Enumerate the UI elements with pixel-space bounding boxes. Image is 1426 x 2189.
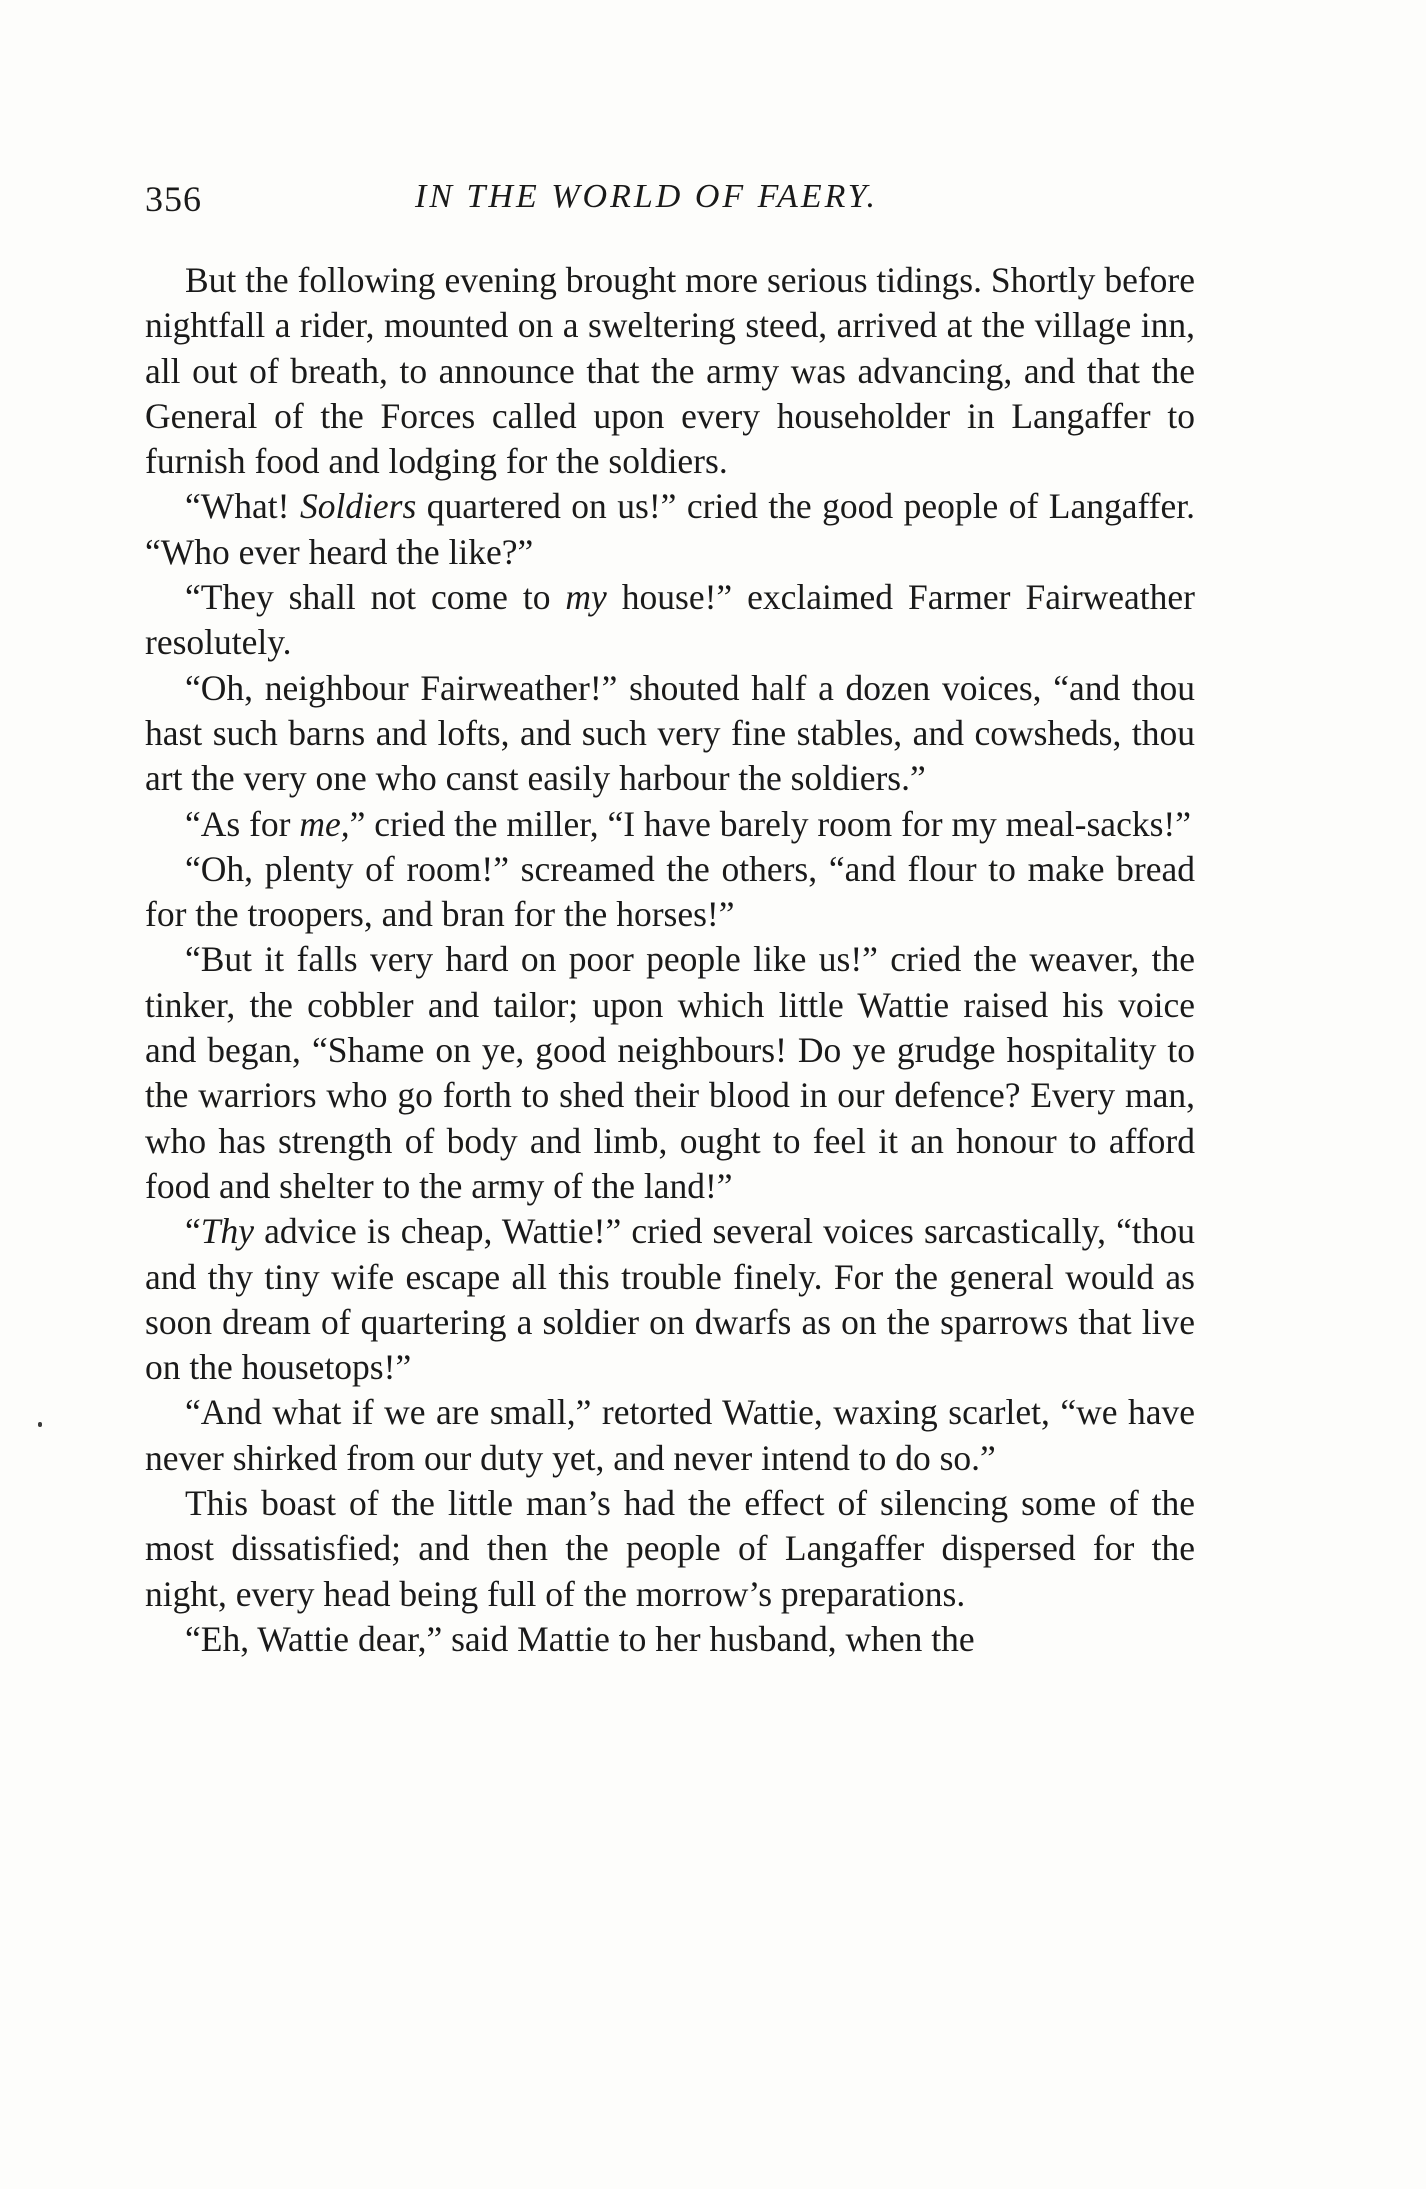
paragraph bbox=[145, 258, 1195, 484]
page-header bbox=[145, 178, 1195, 238]
body-text bbox=[145, 258, 1195, 1662]
text-segment: advice is cheap, Wattie!” cried several voices sarcastically, “thou and thy tiny wife escape all this trouble finely. For the general would as soon dream of quartering a soldier on dwarfs as on the sparrows that live on the housetops!” bbox=[145, 1211, 1195, 1388]
italic-text: Thy bbox=[200, 1211, 255, 1252]
text-segment: “Oh, neighbour Fairweather!” shouted half a dozen voices, “and thou hast such barns and lofts, and such very fine stables, and cowsheds, thou art the very one who canst easily harbour the soldiers.” bbox=[145, 667, 1195, 799]
paragraph bbox=[145, 575, 1195, 666]
running-head: IN THE WORLD OF FAERY. bbox=[415, 178, 879, 215]
text-segment: But the following evening brought more serious tidings. Shortly before nightfall a rider, mounted on a sweltering steed, arrived at the village inn, all out of breath, to announce that the army was advancing, and that the General of the Forces called upon every householder in Langaffer to furnish food and lodging for the soldiers. bbox=[145, 260, 1195, 482]
paragraph bbox=[145, 1617, 1195, 1662]
text-segment: This boast of the little man’s had the effect of silencing some of the most dissatisfied; and then the people of Langaffer dispersed for the night, every head being full of the morrow’s preparations. bbox=[145, 1483, 1195, 1614]
paragraph bbox=[145, 1209, 1195, 1390]
paragraph bbox=[145, 484, 1195, 575]
text-segment: “ bbox=[185, 1211, 201, 1252]
paragraph bbox=[145, 937, 1195, 1209]
text-segment: “Eh, Wattie dear,” said Mattie to her husband, when the bbox=[185, 1618, 975, 1659]
text-segment: quartered on us!” cried the good people of Langaffer. “Who ever heard the like?” bbox=[145, 486, 1195, 572]
ink-speck bbox=[38, 1422, 42, 1427]
text-segment: “They shall not come to bbox=[185, 577, 566, 618]
text-segment: “But it falls very hard on poor people like us!” cried the weaver, the tinker, the cobbler and tailor; upon which little Wattie raised his voice and began, “Shame on ye, good neighbours! Do ye grudge hospitality to the warriors who go forth to shed their blood in our defence? Every man, who has strength of body and limb, ought to feel it an honour to afford food and shelter to the army of the land!” bbox=[145, 939, 1195, 1206]
text-segment: “What! bbox=[185, 486, 300, 527]
paragraph bbox=[145, 1390, 1195, 1481]
text-segment: “Oh, plenty of room!” screamed the others, “and flour to make bread for the troopers, and bran for the horses!” bbox=[145, 848, 1195, 935]
italic-text: me, bbox=[299, 803, 350, 844]
paragraph bbox=[145, 802, 1195, 847]
paragraph bbox=[145, 847, 1195, 938]
page-number: 356 bbox=[145, 179, 202, 219]
paragraph bbox=[145, 666, 1195, 802]
text-segment: ” cried the miller, “I have barely room for my meal-sacks!” bbox=[349, 803, 1191, 844]
text-segment: house!” exclaimed Farmer Fairweather resolutely. bbox=[145, 577, 1195, 663]
text-segment: “And what if we are small,” retorted Wattie, waxing scarlet, “we have never shirked from our duty yet, and never intend to do so.” bbox=[145, 1392, 1195, 1478]
text-segment: “As for bbox=[185, 803, 300, 844]
paragraph bbox=[145, 1481, 1195, 1617]
italic-text: Soldiers bbox=[299, 486, 417, 527]
italic-text: my bbox=[565, 577, 607, 618]
